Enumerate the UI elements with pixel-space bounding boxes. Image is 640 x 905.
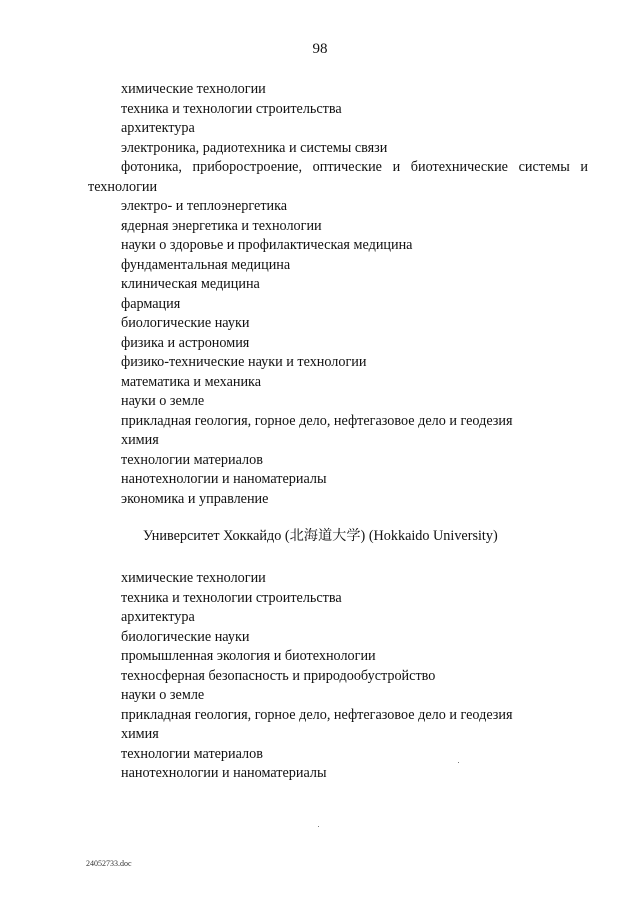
list-item: ядерная энергетика и технологии (121, 217, 322, 234)
list-item: нанотехнологии и наноматериалы (121, 471, 327, 487)
list-item: физика и астрономия (121, 334, 250, 351)
list-item: науки о здоровье и профилактическая медицина (121, 237, 413, 253)
list-item: химия (121, 726, 159, 742)
list-item: фармация (121, 295, 181, 312)
scan-speck (458, 762, 459, 763)
list-item: промышленная экология и биотехнологии (121, 648, 376, 664)
list-item: биологические науки (121, 315, 250, 331)
list-item: электроника, радиотехника и системы связи (121, 139, 388, 156)
list-item: архитектура (121, 609, 195, 625)
list-item: техника и технологии строительства (121, 589, 342, 606)
list-item: химия (121, 432, 159, 448)
specialties-list-2 (88, 569, 588, 784)
list-item: прикладная геология, горное дело, нефтегазовое дело и геодезия (121, 706, 513, 723)
list-item: технологии материалов (121, 451, 263, 468)
list-item: химические технологии (121, 81, 266, 97)
list-item: физико-технические науки и технологии (121, 354, 367, 370)
document-filename: 24052733.doc (86, 859, 132, 868)
list-item: технологии материалов (121, 745, 263, 762)
page-number: 98 (312, 41, 328, 57)
list-item: нанотехнологии и наноматериалы (121, 765, 327, 781)
list-item: фундаментальная медицина (121, 256, 291, 273)
list-item: электро- и теплоэнергетика (121, 198, 288, 214)
scan-speck (318, 826, 319, 827)
list-item: прикладная геология, горное дело, нефтегазовое дело и геодезия (121, 412, 513, 429)
list-item: фотоника, приборостроение, оптические и биотехнические системы и технологии (88, 159, 588, 195)
university-heading: Университет Хоккайдо (北海道大学) (Hokkaido University) (143, 528, 498, 544)
specialties-list-1 (88, 80, 588, 509)
list-item: архитектура (121, 120, 195, 136)
list-item: науки о земле (121, 393, 205, 409)
list-item: математика и механика (121, 373, 262, 390)
list-item: техносферная безопасность и природообустройство (121, 667, 436, 684)
list-item: химические технологии (121, 570, 266, 586)
list-item: биологические науки (121, 628, 250, 645)
list-item: клиническая медицина (121, 276, 260, 292)
list-item: экономика и управление (121, 490, 269, 507)
list-item: техника и технологии строительства (121, 100, 342, 117)
list-item: науки о земле (121, 687, 205, 703)
